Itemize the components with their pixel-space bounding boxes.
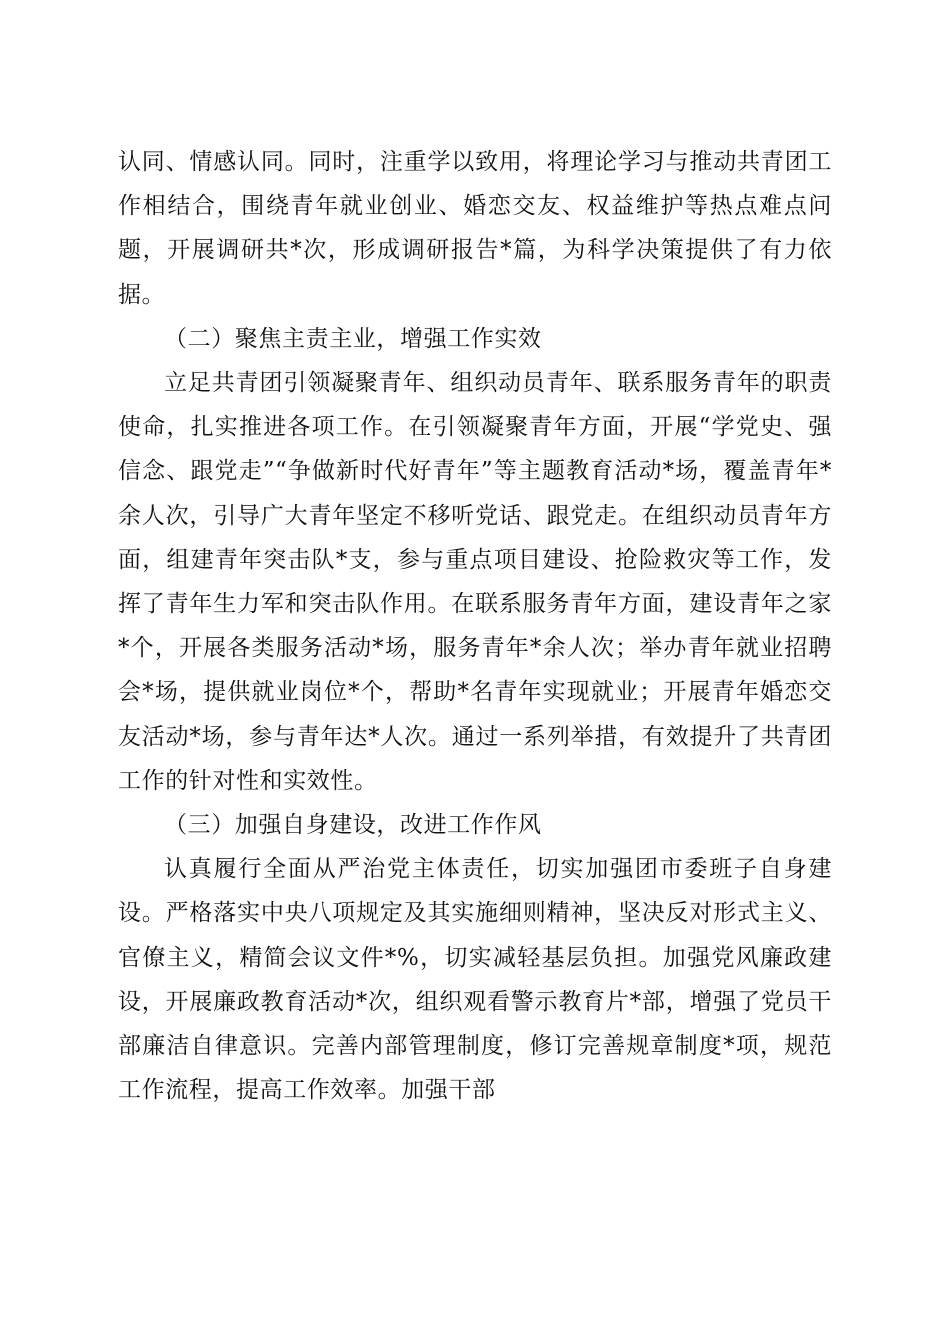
body-paragraph-section-3: 认真履行全面从严治党主体责任，切实加强团市委班子自身建设。严格落实中央八项规定及其实施细则精神，坚决反对形式主义、官僚主义，精简会议文件*%，切实减轻基层负担。加强党风廉政建设，开展廉政教育活动*次，组织观看警示教育片*部，增强了党员干部廉洁自律意识。完善内部管理制度，修订完善规章制度*项，规范工作流程，提高工作效率。加强干部 (118, 856, 832, 1104)
section-heading-3: （三）加强自身建设，改进工作作风 (164, 812, 542, 839)
document-page (118, 140, 832, 1112)
body-paragraph-section-2: 立足共青团引领凝聚青年、组织动员青年、联系服务青年的职责使命，扎实推进各项工作。在引领凝聚青年方面，开展“学党史、强信念、跟党走”“争做新时代好青年”等主题教育活动*场，覆盖青年*余人次，引导广大青年坚定不移听党话、跟党走。在组织动员青年方面，组建青年突击队*支，参与重点项目建设、抢险救灾等工作，发挥了青年生力军和突击队作用。在联系服务青年方面，建设青年之家*个，开展各类服务活动*场，服务青年*余人次；举办青年就业招聘会*场，提供就业岗位*个，帮助*名青年实现就业；开展青年婚恋交友活动*场，参与青年达*人次。通过一系列举措，有效提升了共青团工作的针对性和实效性。 (118, 370, 832, 794)
body-paragraph-continued: 认同、情感认同。同时，注重学以致用，将理论学习与推动共青团工作相结合，围绕青年就业创业、婚恋交友、权益维护等热点难点问题，开展调研共*次，形成调研报告*篇，为科学决策提供了有力依据。 (118, 149, 832, 308)
section-heading-2: （二）聚焦主责主业，增强工作实效 (164, 325, 542, 352)
